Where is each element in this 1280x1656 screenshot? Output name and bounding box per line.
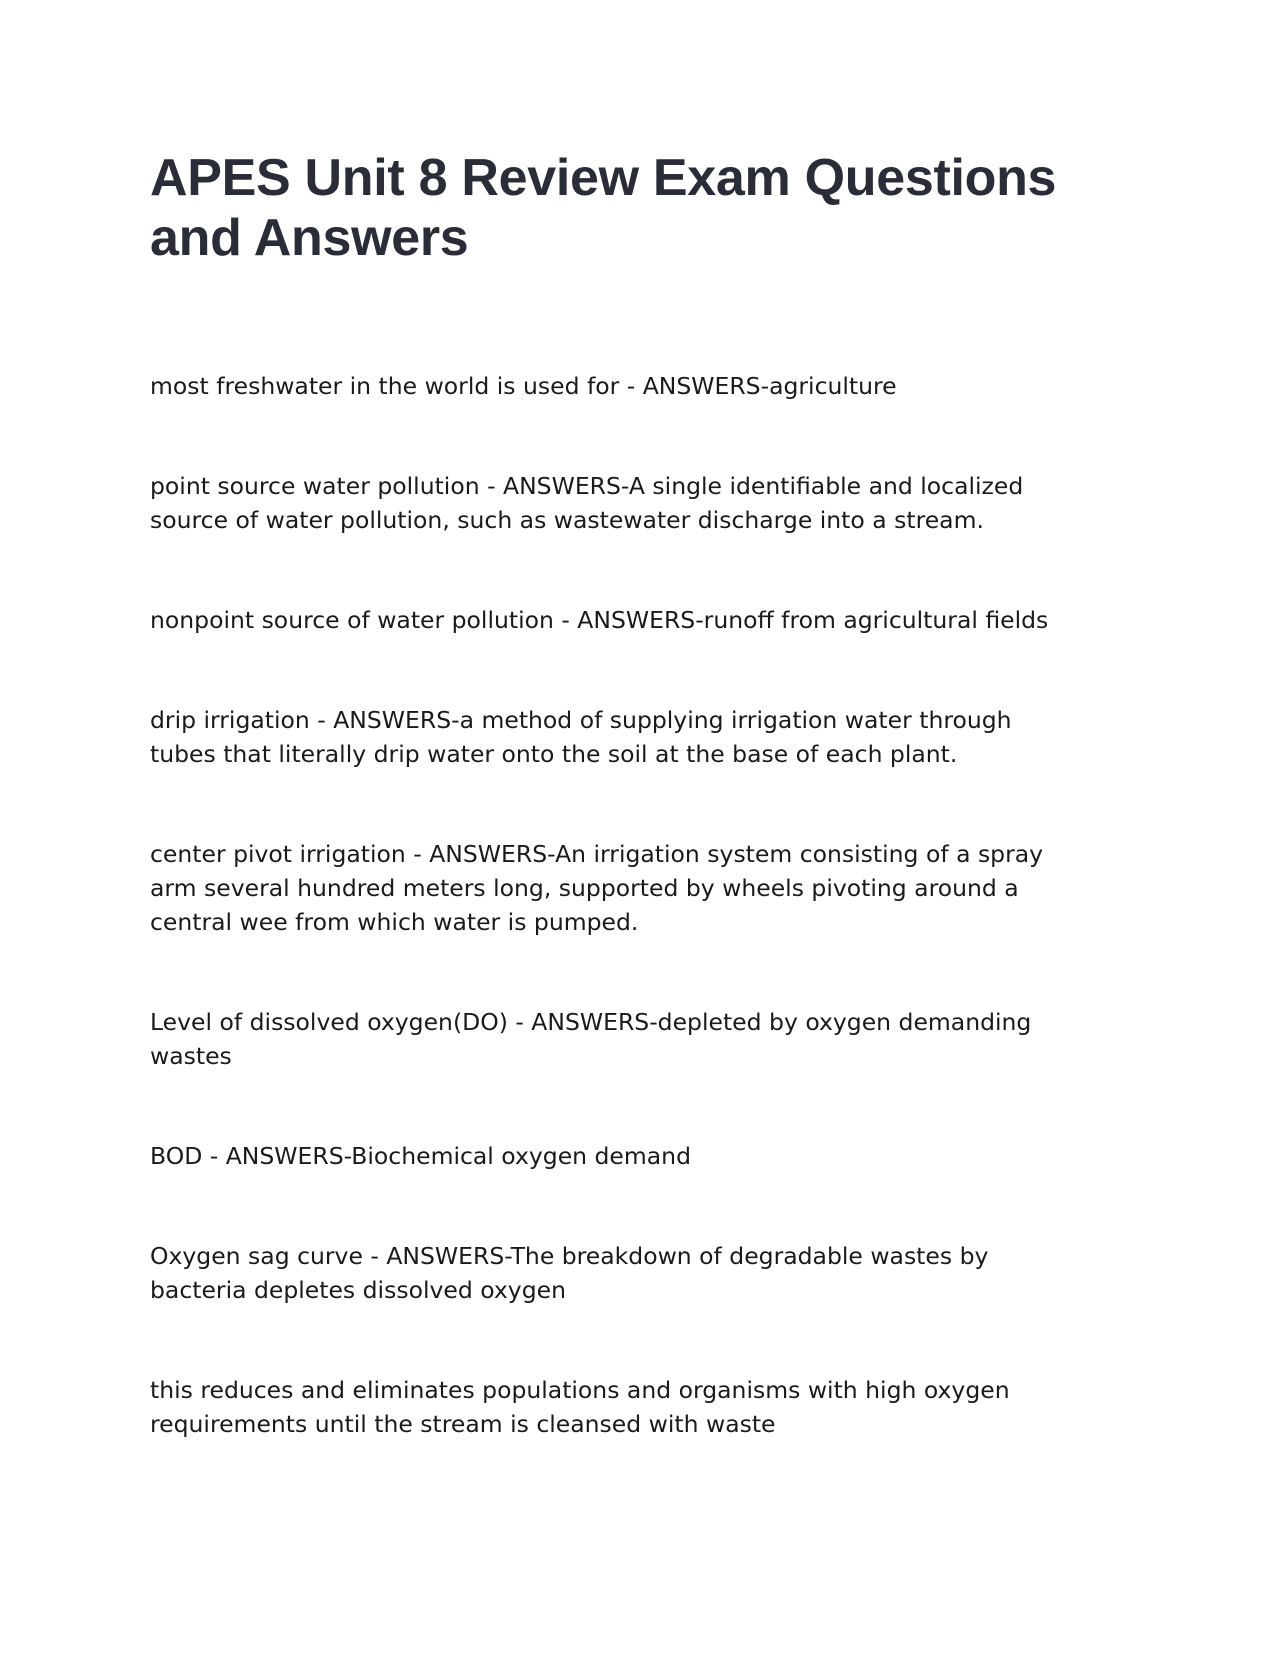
qa-entry-freshwater-use: most freshwater in the world is used for - ANSWERS-agriculture xyxy=(150,372,897,400)
qa-entry-oxygen-sag-curve: Oxygen sag curve - ANSWERS-The breakdown of degradable wastes by bacteria depletes dissolved oxygen xyxy=(150,1242,989,1304)
qa-entry-bod: BOD - ANSWERS-Biochemical oxygen demand xyxy=(150,1142,691,1170)
qa-entry-oxygen-requirements: this reduces and eliminates populations and organisms with high oxygen requirements until the stream is cleansed with waste xyxy=(150,1376,1010,1438)
qa-entry-nonpoint-source: nonpoint source of water pollution - ANSWERS-runoff from agricultural fields xyxy=(150,606,1049,634)
qa-entry-drip-irrigation: drip irrigation - ANSWERS-a method of supplying irrigation water through tubes that literally drip water onto the soil at the base of each plant. xyxy=(150,706,1012,768)
qa-entry-dissolved-oxygen: Level of dissolved oxygen(DO) - ANSWERS-depleted by oxygen demanding wastes xyxy=(150,1008,1032,1070)
document-title: APES Unit 8 Review Exam Questions and Answers xyxy=(150,149,1057,267)
qa-entry-center-pivot-irrigation: center pivot irrigation - ANSWERS-An irrigation system consisting of a spray arm several hundred meters long, supported by wheels pivoting around a central wee from which water is pumped. xyxy=(150,840,1044,936)
qa-entry-point-source: point source water pollution - ANSWERS-A single identifiable and localized source of water pollution, such as wastewater discharge into a stream. xyxy=(150,472,1024,534)
